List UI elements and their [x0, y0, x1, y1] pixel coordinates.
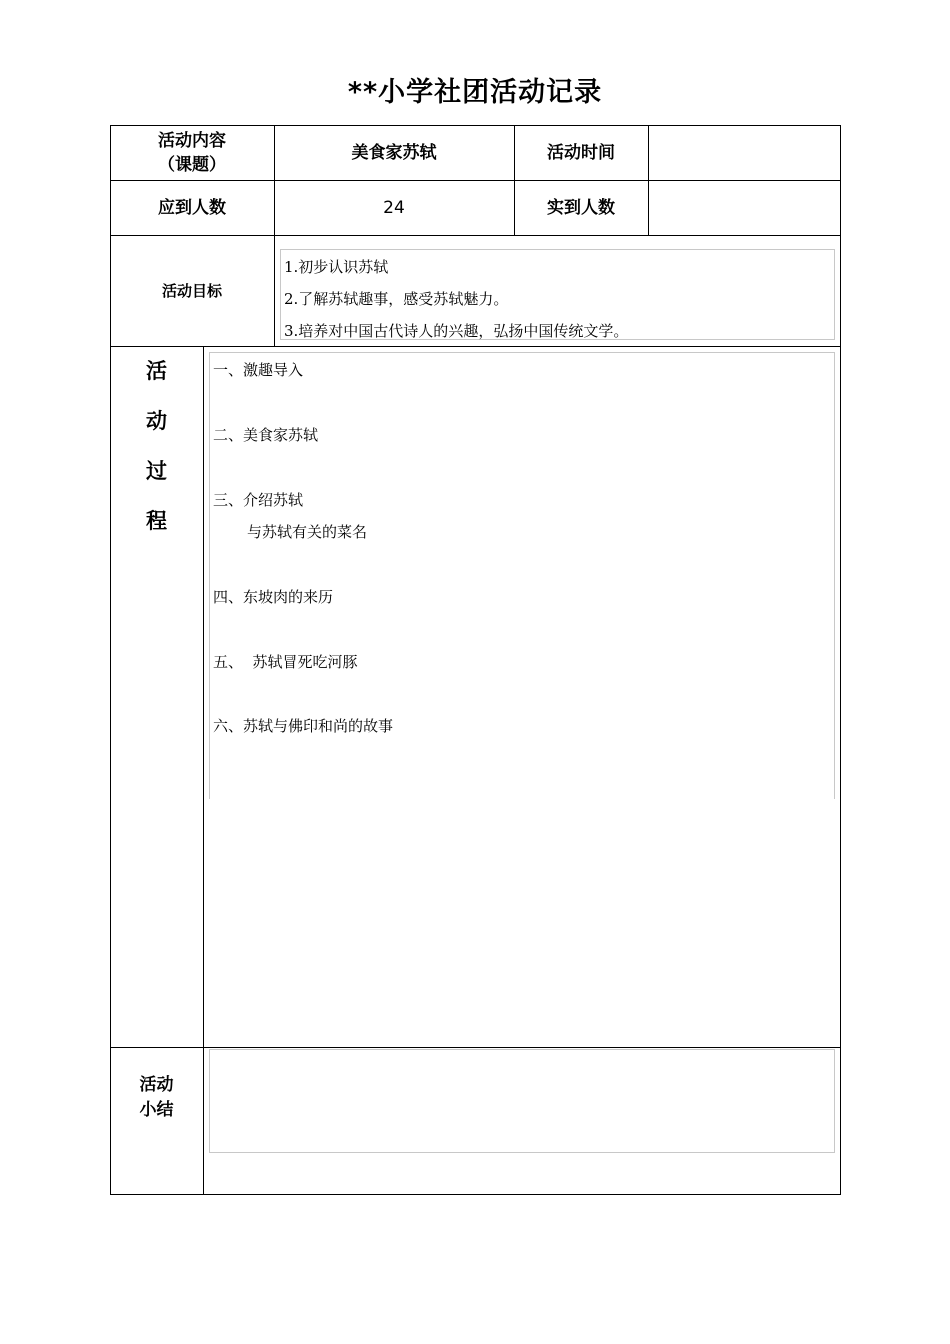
- process-step: 四、东坡肉的来历: [213, 588, 334, 606]
- goal-item: 1.初步认识苏轼: [284, 258, 389, 276]
- row-divider: [110, 346, 841, 347]
- content-label-cell: [110, 125, 274, 180]
- summary-label-line1: 活动: [139, 1075, 174, 1095]
- expected-count-label: 应到人数: [158, 197, 226, 218]
- summary-text-box[interactable]: [209, 1049, 835, 1153]
- process-substep: 与苏轼有关的菜名: [247, 523, 368, 541]
- content-label-line2: （课题）: [158, 154, 226, 175]
- actual-count-label: 实到人数: [547, 197, 615, 218]
- column-divider: [203, 346, 204, 1195]
- process-label-char: 活: [146, 359, 167, 383]
- summary-label-line2: 小结: [139, 1100, 174, 1120]
- process-step: 六、苏轼与佛印和尚的故事: [213, 717, 394, 735]
- goal-item: 3.培养对中国古代诗人的兴趣，弘扬中国传统文学。: [284, 322, 629, 340]
- process-label-char: 程: [146, 509, 167, 533]
- expected-count-value: 24: [383, 197, 405, 218]
- time-label: 活动时间: [547, 142, 615, 163]
- process-step: 五、 苏轼冒死吃河豚: [213, 653, 358, 671]
- goals-label: 活动目标: [161, 281, 222, 300]
- time-value[interactable]: [648, 125, 841, 180]
- summary-label-cell: [110, 1072, 203, 1124]
- goal-item: 2.了解苏轼趣事，感受苏轼魅力。: [284, 290, 509, 308]
- content-value: 美食家苏轼: [351, 142, 437, 163]
- actual-count-value[interactable]: [648, 180, 841, 235]
- row-divider: [110, 1047, 841, 1048]
- process-step: 二、美食家苏轼: [213, 426, 319, 444]
- page-title: **小学社团活动记录: [347, 77, 603, 108]
- process-label-char: 动: [146, 409, 167, 433]
- process-step: 一、激趣导入: [213, 361, 304, 379]
- content-label-line1: 活动内容: [158, 130, 226, 151]
- process-label-char: 过: [146, 459, 167, 483]
- process-step: 三、介绍苏轼: [213, 491, 304, 509]
